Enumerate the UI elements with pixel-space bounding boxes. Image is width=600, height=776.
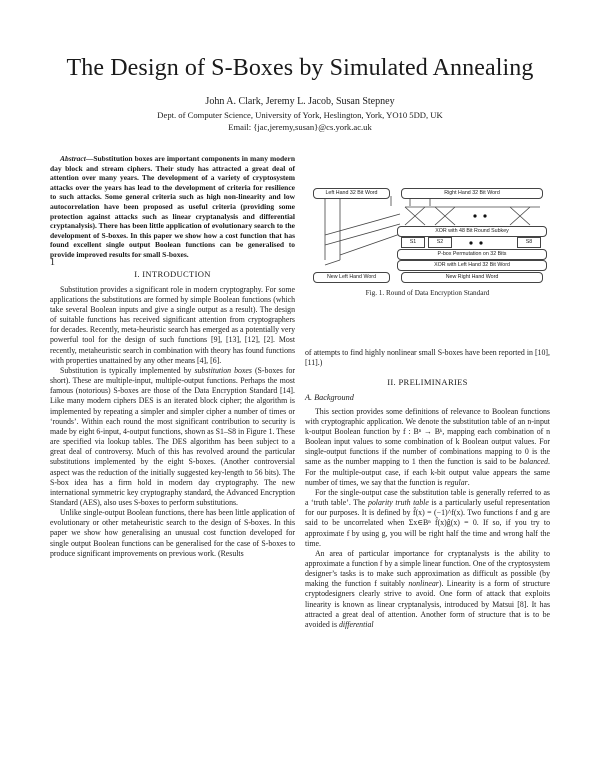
prelim-paragraph-1 [305,407,550,488]
prelim-paragraph-3 [305,549,550,630]
intro-p2-start: Substitution is typically implemented by [60,365,195,375]
prelim-p1-regular: regular [444,477,468,487]
section-heading-introduction: I. INTRODUCTION [134,268,211,279]
prelim-p1-end: . [467,477,470,487]
paper-authors: John A. Clark, Jeremy L. Jacob, Susan Stepney [205,96,395,107]
sbox-s2: S2 [428,237,452,248]
page-number: 1 [50,257,55,268]
xor-left-box: XOR with Left Hand 32 Bit Word [397,260,547,271]
section-heading-preliminaries: II. PRELIMINARIES [387,377,468,388]
paper-email: Email: {jac,jeremy,susan}@cs.york.ac.uk [228,122,372,132]
prelim-p2-emphasis: polarity truth table [367,498,429,508]
intro-p2-emphasis: substitution boxes [194,365,252,375]
paper-title: The Design of S-Boxes by Simulated Annealing [66,55,534,81]
intro-paragraph-3-continued: of attempts to find highly nonlinear small S-boxes have been reported in [10], [11].) [305,348,550,368]
abstract [50,154,295,260]
figure-caption: Fig. 1. Round of Data Encryption Standard [365,289,490,297]
intro-paragraph-3: Unlike single-output Boolean functions, there has been little application of evolutionary or other metaheuristic search to the design of S-boxes. In this paper we show how generalising an unusual cost function developed for single output Boolean functions can be generalised for the case of S-boxes to produce significant improvements on previous work. (Results [50,508,295,558]
prelim-p1-start: This section provides some definitions of relevance to Boolean functions with cryptographic application. We denote the substitution table of an n-input k-output Boolean function by f : Bⁿ → Bᵏ, mapping each combination of n Boolean input values to some combination of k Boolean output values. For single-output functions if the number of combinations mapping to 0 is the same as the number mapping to 1 then the function is said to be [305,406,550,467]
intro-paragraph-1: Substitution provides a significant role in modern cryptography. For some applications the substitutions are formed by simple Boolean functions (which take several Boolean inputs and give a single output as a result). The design of suitable functions has received significant attention from cryptographers for decades. Recently, meta-heuristic search has emerged as a potentially very powerful tool for the design of such functions [9], [13], [12], [2]. Most recently, metaheuristic search in combination with theory has found functions with properties unattained by any other means [4], [6]. [50,284,295,365]
abstract-label: Abstract [60,154,86,163]
intro-paragraph-2 [50,366,295,508]
prelim-paragraph-2 [305,488,550,549]
prelim-p1-mid: . For the multiple-output case, if each k-bit output value appears the same number of times, we say that the function is [305,457,550,487]
des-round-figure [305,180,550,330]
prelim-p3-rest: ). Linearity is a form of structure cryptodesigners clearly strive to avoid. One form of attack that exploits linearity is known as linear cryptanalysis, introduced by Matsui [8]. It has attracted a great deal of attention. Another form of structure that is to be avoided is [305,579,550,629]
prelim-p2-start: For the single-output case the substitution table is generally referred to as a ‘truth table’. The [305,487,550,508]
xor-subkey-box: XOR with 48 Bit Round Subkey [397,226,547,237]
subsection-heading-background: A. Background [305,393,354,403]
prelim-p3-start: An area of particular importance for cryptanalysts is the ability to approximate a function f by a simple linear function. One of the cryptosystem designer’s tasks is to make such approximation as difficult as possible (by making the function f suitably [305,548,550,589]
pbox-box: P-box Permutation on 32 Bits [397,249,547,260]
sbox-s1: S1 [401,237,425,248]
new-right-word-box: New Right Hand Word [401,272,543,283]
left-word-box: Left Hand 32 Bit Word [313,188,390,199]
prelim-p1-balanced: balanced [519,457,549,467]
right-word-box: Right Hand 32 Bit Word [401,188,543,199]
intro-p2-rest: (S-boxes for short). These are multiple-input, multiple-output functions. Perhaps the most famous (notorious) S-boxes are those of the Data Encryption Standard [14]. Like many modern ciphers DES is an iterated block cipher; the algorithm is implemented by repeating a simpler and simpler cipher a number of times or ‘rounds’. Within each round the most significant contribution to security is made by eight 6-input, 4-output functions, shown as S1–S8 in Figure 1. These are specified via lookup tables. The DES algorithm has been subject to a great deal of controversy. Much of this has revolved around the particular substitutions implemented by the eight S-boxes. (Another controversial aspect was the reduction of the initially suggested key-length to 56 bits). The S-box idea has a firm hold in modern day cryptography. The new international symmetric key cryptography standard, the Advanced Encryption Standard (AES), also uses S-boxes to perform substitutions. [50,365,295,507]
prelim-p3-differential: differential [339,619,374,629]
sbox-s8: S8 [517,237,541,248]
prelim-p2-rest: is a particularly useful representation for our purposes. It is defined by f̂(x) = (−1)^f(x). Two functions f and g are said to be uncorrelated when Σx∈Bⁿ f̂(x)ĝ(x) = 0. If so, if you try to approximate f by using g, you will be right half the time and wrong half the time. [305,498,550,548]
left-column [50,154,295,559]
abstract-text: —Substitution boxes are important components in many modern day block and stream ciphers. Their study has attracted a great deal of attention over many years. The development of a variety of cryptosystem attacks over the years has lead to the development of criteria for resilience to such attacks. Some general criteria such as high non-linearity and low autocorrelation have been proposed as useful criteria (providing some protection against attacks such as linear cryptanalysis and differential cryptanalysis). There has been little application of evolutionary search to the development of S-boxes. In this paper we show how a cost function that has found excellent single output Boolean functions can be generalised to provide improved results for small S-boxes. [50,154,295,259]
prelim-p3-nonlinear: nonlinear [408,579,439,589]
paper-affiliation: Dept. of Computer Science, University of York, Heslington, York, YO10 5DD, UK [157,110,443,120]
right-column [305,348,550,630]
new-left-word-box: New Left Hand Word [313,272,390,283]
